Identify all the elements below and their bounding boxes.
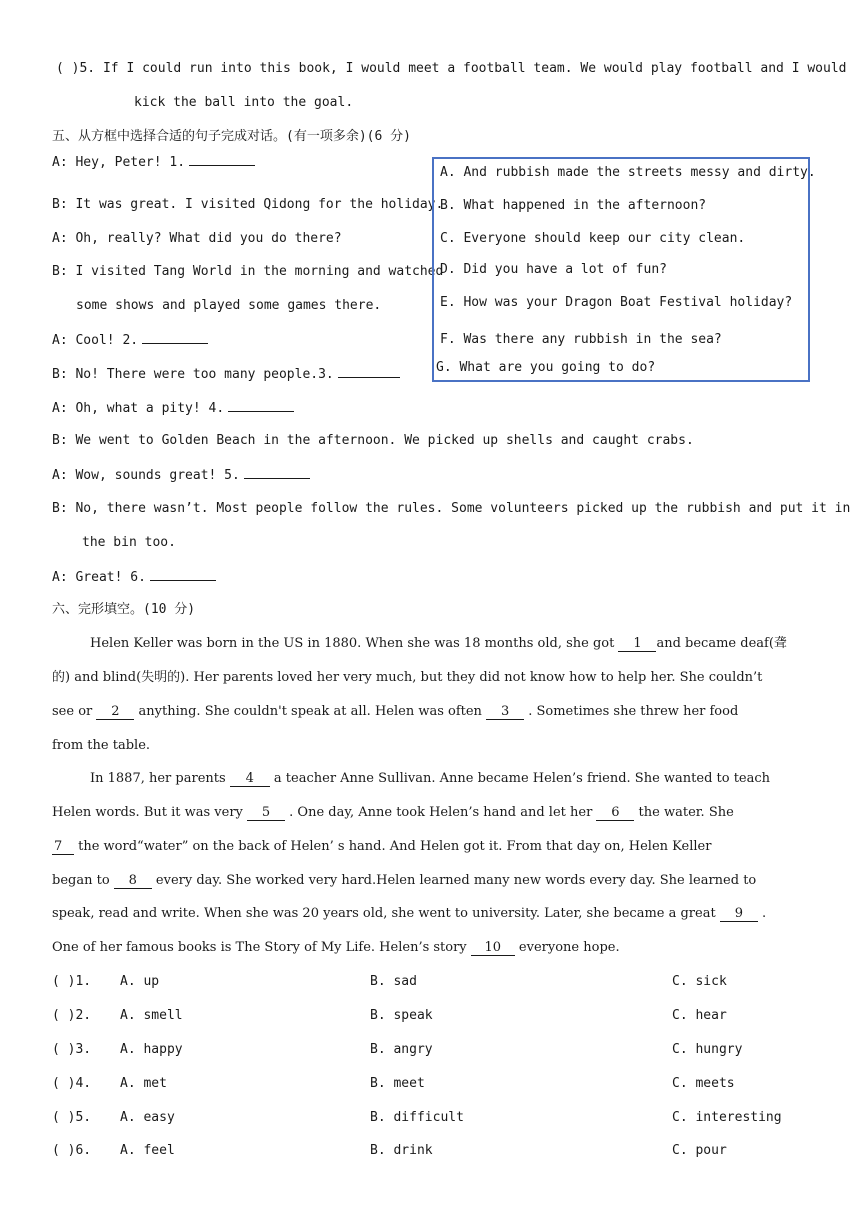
cloze-blank-5[interactable]: 5 xyxy=(247,806,285,821)
option-e: E. How was your Dragon Boat Festival holiday? xyxy=(440,295,793,310)
option-b: B. What happened in the afternoon? xyxy=(440,198,707,213)
cloze-blank-7[interactable]: 7 xyxy=(52,840,74,855)
option-f: F. Was there any rubbish in the sea? xyxy=(440,332,722,347)
answer-blank-5[interactable] xyxy=(244,466,310,479)
choice-5b: B. difficult xyxy=(370,1110,464,1125)
passage-p2-line-5: speak, read and write. When she was 20 years old, she went to university. Later, she became a great 9 . xyxy=(52,906,767,921)
cloze-blank-3[interactable]: 3 xyxy=(486,705,524,720)
dialogue-line-10: A: Wow, sounds great! 5. xyxy=(52,466,310,485)
answer-blank-6[interactable] xyxy=(150,568,216,581)
dialogue-line-11: B: No, there wasn’t. Most people follow the rules. Some volunteers picked up the rubbish and put it in xyxy=(52,501,851,516)
question-5-line-2: kick the ball into the goal. xyxy=(134,95,354,110)
options-box xyxy=(432,157,816,382)
option-a: A. And rubbish made the streets messy and dirty. xyxy=(440,165,816,180)
choice-3c: C. hungry xyxy=(672,1042,743,1057)
passage-p1-line-1: Helen Keller was born in the US in 1880. When she was 18 months old, she got 1 and became deaf(聋 xyxy=(90,636,787,651)
answer-blank-1[interactable] xyxy=(189,153,255,166)
passage-p2-line-6: One of her famous books is The Story of My Life. Helen’s story 10 everyone hope. xyxy=(52,940,620,955)
answer-blank-4[interactable] xyxy=(228,399,294,412)
choice-5a: A. easy xyxy=(120,1110,175,1125)
section-6-heading: 六、完形填空。(10 分) xyxy=(52,602,196,617)
cloze-blank-10[interactable]: 10 xyxy=(471,941,515,956)
dialogue-line-13: A: Great! 6. xyxy=(52,568,216,587)
choice-6b: B. drink xyxy=(370,1143,433,1158)
choice-1b: B. sad xyxy=(370,974,417,989)
section-5-heading: 五、从方框中选择合适的句子完成对话。(有一项多余)(6 分) xyxy=(52,129,411,144)
choice-1a: A. up xyxy=(120,974,160,989)
answer-blank-3[interactable] xyxy=(338,365,400,378)
choice-6a: A. feel xyxy=(120,1143,175,1158)
dialogue-line-5: some shows and played some games there. xyxy=(76,298,382,313)
passage-p2-line-4: began to 8 every day. She worked very hard.Helen learned many new words every day. She learned to xyxy=(52,873,757,888)
dialogue-line-9: B: We went to Golden Beach in the afternoon. We picked up shells and caught crabs. xyxy=(52,433,694,448)
dialogue-line-12: the bin too. xyxy=(82,535,176,550)
option-c: C. Everyone should keep our city clean. xyxy=(440,231,746,246)
passage-p1-line-2: 的) and blind(失明的). Her parents loved her very much, but they did not know how to help her. She couldn’t xyxy=(52,670,763,685)
passage-p2-line-3: 7 the word“water” on the back of Helen’ s hand. And Helen got it. From that day on, Helen Keller xyxy=(54,839,712,854)
passage-p2-line-2: Helen words. But it was very 5 . One day, Anne took Helen’s hand and let her 6 the water. She xyxy=(52,805,734,820)
answer-paren-4[interactable]: ( )4. xyxy=(52,1076,92,1091)
answer-paren-1[interactable]: ( )1. xyxy=(52,974,92,989)
dialogue-line-2: B: It was great. I visited Qidong for the holiday. xyxy=(52,197,444,212)
passage-p1-line-3: see or 2 anything. She couldn't speak at all. Helen was often 3 . Sometimes she threw her food xyxy=(52,704,739,719)
choice-2b: B. speak xyxy=(370,1008,433,1023)
choice-4a: A. met xyxy=(120,1076,167,1091)
answer-paren-2[interactable]: ( )2. xyxy=(52,1008,92,1023)
cloze-blank-6[interactable]: 6 xyxy=(596,806,634,821)
question-5-line-1: ( )5. If I could run into this book, I would meet a football team. We would play football and I would xyxy=(56,61,847,76)
option-g: G. What are you going to do? xyxy=(436,360,656,375)
choice-2a: A. smell xyxy=(120,1008,183,1023)
passage-p1-line-4: from the table. xyxy=(52,738,151,753)
cloze-blank-9[interactable]: 9 xyxy=(720,907,758,922)
choice-4b: B. meet xyxy=(370,1076,425,1091)
dialogue-line-6: A: Cool! 2. xyxy=(52,331,208,350)
dialogue-line-1: A: Hey, Peter! 1. xyxy=(52,153,255,172)
dialogue-line-7: B: No! There were too many people.3. xyxy=(52,365,400,384)
option-d: D. Did you have a lot of fun? xyxy=(440,262,667,277)
choice-5c: C. interesting xyxy=(672,1110,782,1125)
answer-paren-3[interactable]: ( )3. xyxy=(52,1042,92,1057)
cloze-blank-1[interactable]: 1 xyxy=(618,637,656,652)
choice-3a: A. happy xyxy=(120,1042,183,1057)
choice-6c: C. pour xyxy=(672,1143,727,1158)
cloze-blank-8[interactable]: 8 xyxy=(114,874,152,889)
choice-4c: C. meets xyxy=(672,1076,735,1091)
answer-blank-2[interactable] xyxy=(142,331,208,344)
choice-1c: C. sick xyxy=(672,974,727,989)
choice-2c: C. hear xyxy=(672,1008,727,1023)
choice-3b: B. angry xyxy=(370,1042,433,1057)
dialogue-line-3: A: Oh, really? What did you do there? xyxy=(52,231,342,246)
cloze-blank-4[interactable]: 4 xyxy=(230,772,270,787)
passage-p2-line-1: In 1887, her parents 4 a teacher Anne Sullivan. Anne became Helen’s friend. She wanted to teach xyxy=(90,771,771,786)
dialogue-line-4: B: I visited Tang World in the morning and watched xyxy=(52,264,444,279)
answer-paren-6[interactable]: ( )6. xyxy=(52,1143,92,1158)
cloze-blank-2[interactable]: 2 xyxy=(96,705,134,720)
dialogue-line-8: A: Oh, what a pity! 4. xyxy=(52,399,294,418)
answer-paren-5[interactable]: ( )5. xyxy=(52,1110,92,1125)
